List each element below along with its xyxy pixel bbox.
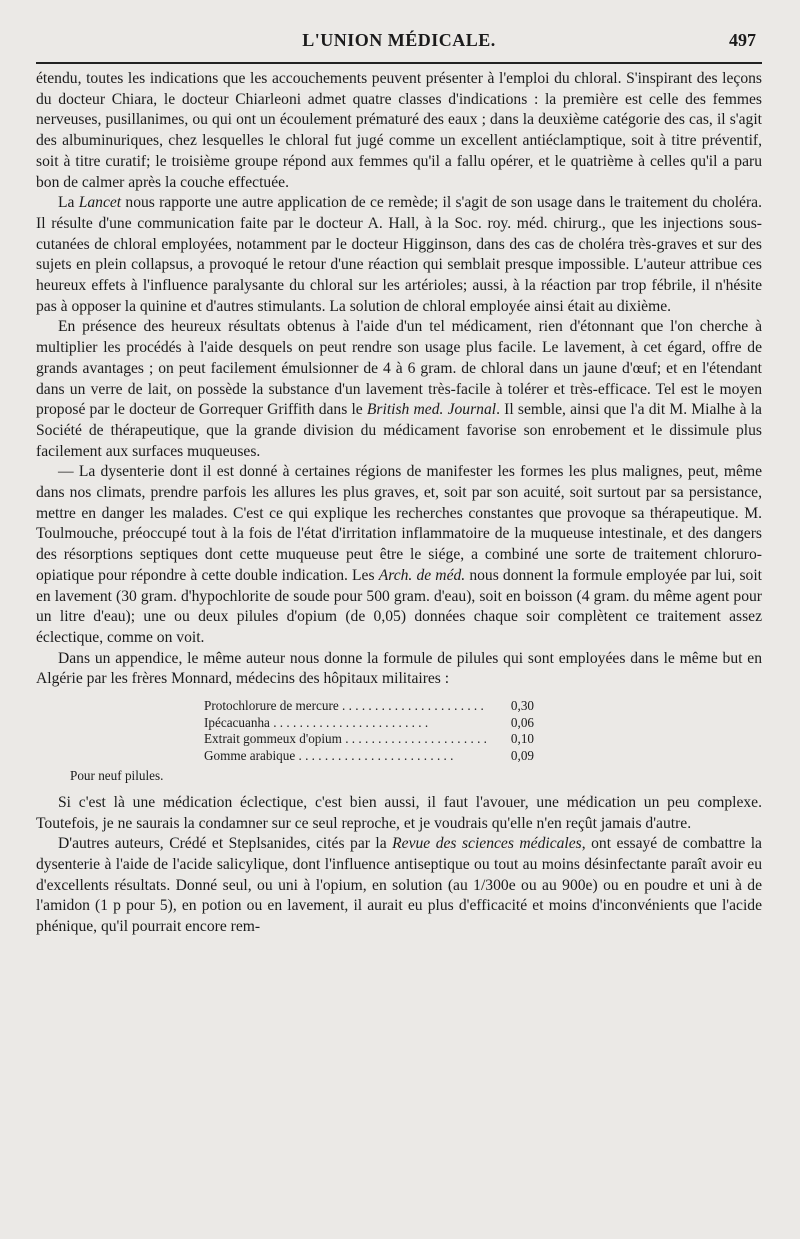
text-run: D'autres auteurs, Crédé et Steplsanides, cités par la	[58, 835, 393, 853]
article-body	[36, 69, 762, 938]
journal-title: British med. Journal	[366, 401, 497, 419]
formula-row	[204, 731, 534, 748]
ingredient-name: Ipécacuanha . . .	[204, 715, 488, 732]
ingredient-qty: 0,09	[510, 747, 534, 763]
journal-title: Revue des sciences médicales	[392, 835, 582, 853]
paragraph-1: étendu, toutes les indications que les accouchements peuvent présenter à l'emploi du chloral. S'inspirant des leçons du docteur Chiara, le docteur Chiarleoni admet quatre classes d'indications : la première est celle des femmes nerveuses, pusillanimes, ou qui ont un écoulement prématuré des eaux ; dans la deuxième catégorie des cas, il s'agit des albuminuriques, chez lesquelles le chloral fut jugé comme un excellent antiéclamptique, soit à titre préventif, soit à titre curatif; le troisième groupe répond aux femmes qu'il a fallu opérer, et le quatrième à celles qu'il a paru bon de calmer après la couche effectuée.	[36, 70, 762, 191]
ingredient-qty: 0,30	[510, 698, 534, 714]
ingredient-name: Gomme arabique . . .	[204, 748, 488, 765]
formula-row	[204, 715, 534, 732]
paragraph-3	[36, 317, 762, 462]
paragraph-4	[36, 462, 762, 648]
formula-footer: Pour neuf pilules.	[70, 768, 164, 784]
text-run: nous rapporte une autre application de ce remède; il s'agit de son usage dans le traitement du choléra. Il résulte d'une communication faite par le docteur A. Hall, à la Soc. roy. méd. chirurg., que les injections sous-cutanées de chloral employées, notamment par le docteur Higginson, dans des cas de choléra très-graves et sur des sujets en plein collapsus, a provoqué le retour d'une réaction qui semblait presque impossible. L'auteur attribue ces heureux effets à l'influence paralysante du chloral sur les artérioles; aussi, à la réaction par trop fébrile, il n'hésite pas à opposer la quinine et d'autres stimulants. La solution de chloral employée ainsi était au dixième.	[36, 194, 762, 315]
text-run: En présence des heureux résultats obtenus à l'aide d'un tel médicament, rien d'étonnant que l'on cherche à multiplier les procédés à l'aide desquels on peut rendre son usage plus facile. Le lavement, à cet égard, offre de grands avantages ; on peut facilement émulsionner de 4 à 6 gram. de chloral dans un jaune d'œuf; et en l'étendant dans un verre de lait, on possède la substance d'un lavement très-facile à tolérer et très-efficace. Tel est le moyen proposé par le docteur de Gorrequer Griffith dans le	[36, 318, 762, 419]
ingredient-qty: 0,06	[510, 714, 534, 730]
paragraph-5: Dans un appendice, le même auteur nous donne la formule de pilules qui sont employées dans le même but en Algérie par les frères Monnard, médecins des hôpitaux militaires :	[36, 649, 762, 688]
text-run: La	[58, 194, 79, 212]
running-title: L'UNION MÉDICALE.	[302, 30, 496, 50]
page-number: 497	[729, 30, 756, 50]
paragraph-7	[36, 834, 762, 938]
paragraph-6: Si c'est là une médication éclectique, c'est bien aussi, il faut l'avouer, une médication un peu complexe. Toutefois, je ne saurais la condamner sur ce seul reproche, et je voudrais qu'elle n'en reçût jamais d'autre.	[36, 793, 762, 832]
formula-row	[204, 698, 534, 715]
text-run: — La dysenterie dont il est donné à certaines régions de manifester les formes les plus malignes, peut, même dans nos climats, prendre parfois les allures les plus graves, et, soit par son acuité, soit surtout par sa persistance, mettre en danger les malades. C'est ce qui explique les recherches constantes que provoque sa thérapeutique. M. Toulmouche, préoccupé tout à la fois de l'état d'irritation inflammatoire de la muqueuse intestinale, et des dangers des résorptions septiques dont cette muqueuse peut être le siége, a combiné une sorte de traitement chloruro-opiatique pour répondre à cette double indication. Les	[36, 463, 762, 584]
page-header	[36, 0, 762, 56]
text-run: , ont essayé de combattre la dysenterie à l'aide de l'acide salicylique, dont l'influence antiseptique ou tout au moins désinfectante paraît avoir eu d'excellents résultats. Donné seul, ou uni à l'opium, en solution (au 1/300e ou au 900e) ou en poudre et uni à de l'amidon (1 p pour 5), en potion ou en lavement, il aurait eu plus d'efficacité et moins d'inconvénients que l'acide phénique, qu'il pourrait encore rem-	[36, 835, 762, 936]
paragraph-2	[36, 193, 762, 317]
pill-formula	[204, 698, 762, 764]
formula-row	[204, 748, 534, 765]
text-run: nous donnent la formule employée par lui, soit en lavement (30 gram. d'hypochlorite de soude pour 500 gram. d'eau), soit en boisson (4 gram. du même agent pour un litre d'eau); une ou deux pilules d'opium (de 0,05) données chaque soir complètent ce traitement assez éclectique, comme on voit.	[36, 566, 763, 646]
ingredient-qty: 0,10	[510, 731, 534, 747]
journal-title: Lancet	[78, 194, 122, 212]
header-rule	[36, 62, 762, 64]
journal-title: Arch. de méd.	[378, 566, 466, 584]
ingredient-name: Extrait gommeux d'opium . . .	[204, 731, 488, 748]
text-run: . Il semble, ainsi que l'a dit M. Mialhe à la Société de thérapeutique, que la grande division du médicament favorise son enrobement et le dissimule plus facilement aux surfaces muqueuses.	[36, 401, 762, 460]
ingredient-name: Protochlorure de mercure . . .	[204, 698, 488, 715]
